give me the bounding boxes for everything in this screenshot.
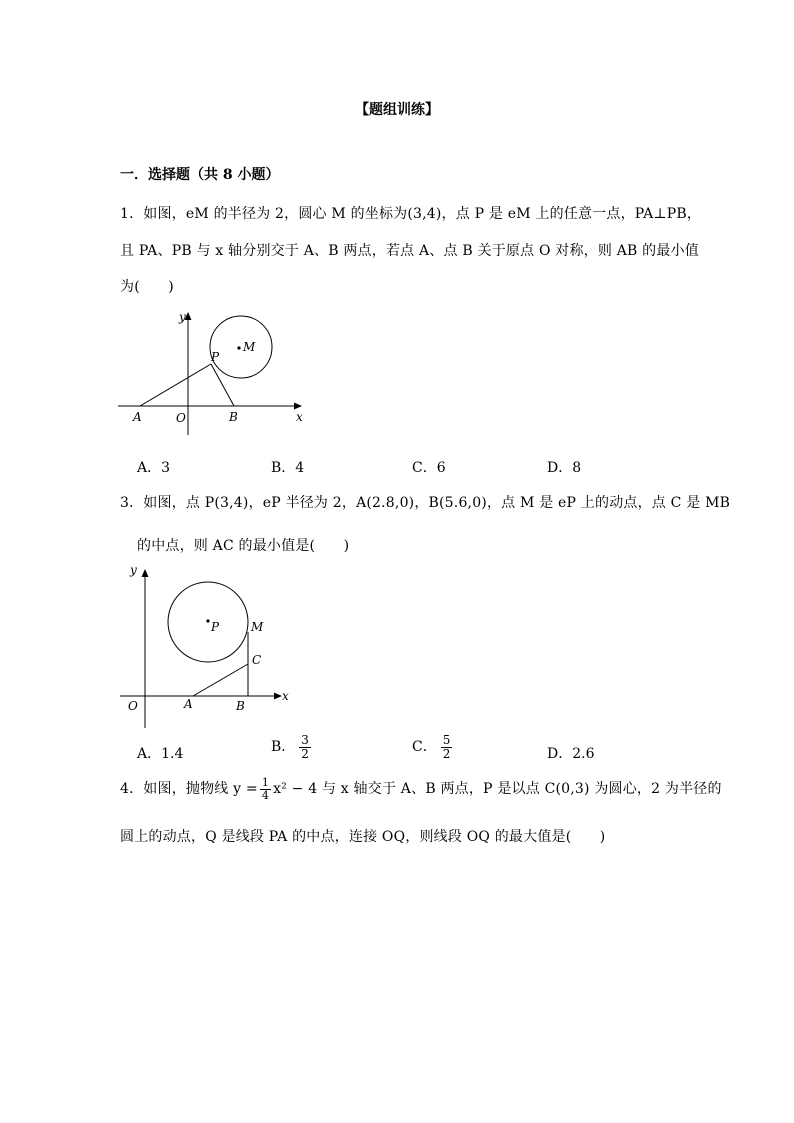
- q1-label-a: A: [133, 410, 142, 424]
- section-heading: 一．选择题（共 8 小题）: [120, 167, 280, 183]
- q4-line-2: 圆上的动点，Q 是线段 PA 的中点，连接 OQ，则线段 OQ 的最大值是( ): [120, 829, 606, 845]
- q1-option-a-value: 3: [161, 460, 171, 476]
- q1-circle-m: [210, 316, 272, 378]
- q1-figure: [110, 305, 320, 430]
- q3-option-c-letter: C．: [412, 739, 437, 756]
- q3-label-m: M: [251, 620, 264, 634]
- q3-option-c[interactable]: [412, 734, 452, 760]
- q3-option-a-letter: A．: [137, 746, 162, 762]
- q1-label-y: y: [179, 310, 186, 324]
- q3-option-b-letter: B．: [271, 739, 296, 756]
- page-title: 【题组训练】: [355, 102, 439, 118]
- q3-option-b-numerator: 3: [301, 733, 309, 747]
- q1-label-p: P: [211, 350, 220, 364]
- q1-option-c-letter: C．: [412, 460, 437, 476]
- q3-center-p-dot: [206, 619, 209, 622]
- q4-fraction-numerator: 1: [261, 776, 270, 789]
- q3-label-c: C: [252, 653, 262, 667]
- q1-x-arrow: [294, 403, 302, 410]
- q3-label-o: O: [128, 699, 138, 713]
- q3-option-b[interactable]: [271, 734, 311, 760]
- q1-option-a[interactable]: [137, 457, 170, 477]
- q3-label-y: y: [130, 563, 137, 577]
- q3-label-x: x: [282, 689, 289, 703]
- q1-figure-svg: [110, 305, 320, 430]
- q3-line-2: 的中点，则 AC 的最小值是( ): [137, 538, 350, 554]
- q1-segment-pa: [140, 364, 211, 406]
- q3-line-1: 3．如图，点 P(3,4)，eP 半径为 2，A(2.8,0)，B(5.6,0)，点 M 是 eP 上的动点，点 C 是 MB: [120, 495, 731, 511]
- q1-label-b: B: [229, 410, 238, 424]
- q1-line-3: 为( ): [120, 279, 174, 295]
- q3-segment-ac: [193, 664, 248, 696]
- q3-figure-svg: [118, 560, 298, 720]
- q1-option-b-value: 4: [295, 460, 305, 476]
- q3-option-c-numerator: 5: [442, 733, 451, 747]
- q3-label-a: A: [184, 697, 193, 711]
- q1-segment-pb: [211, 364, 234, 406]
- q1-label-o: O: [176, 411, 186, 425]
- q1-option-b[interactable]: [271, 457, 304, 477]
- q3-label-p: P: [211, 620, 220, 634]
- q3-option-a-value: 1.4: [161, 746, 184, 762]
- q3-figure: [118, 560, 298, 720]
- q3-option-d[interactable]: [547, 743, 595, 763]
- q4-fraction-denominator: 4: [261, 788, 270, 802]
- q1-center-m-dot: [237, 346, 240, 349]
- q1-line-2: 且 PA、PB 与 x 轴分别交于 A、B 两点，若点 A、点 B 关于原点 O 对称，则 AB 的最小值: [120, 243, 699, 259]
- q3-x-arrow: [274, 693, 282, 700]
- q1-line-1: 1．如图，eM 的半径为 2，圆心 M 的坐标为(3,4)，点 P 是 eM 上的任意一点，PA⊥PB，: [120, 206, 702, 222]
- q3-option-c-denominator: 2: [442, 746, 451, 761]
- q1-option-c[interactable]: [412, 457, 446, 477]
- q3-option-d-value: 2.6: [572, 746, 595, 762]
- q3-y-arrow: [142, 569, 149, 577]
- q3-option-d-letter: D．: [547, 746, 573, 762]
- q1-option-a-letter: A．: [137, 460, 162, 476]
- q1-label-m: M: [243, 340, 256, 354]
- q1-option-d-value: 8: [572, 460, 582, 476]
- q1-option-c-value: 6: [436, 460, 446, 476]
- q4-fraction: [260, 777, 271, 801]
- q4-line-1-prefix: 4．如图，抛物线 y =: [120, 781, 258, 798]
- q1-option-d-letter: D．: [547, 460, 573, 476]
- q1-option-b-letter: B．: [271, 460, 296, 476]
- q4-line-1-suffix: x² − 4 与 x 轴交于 A、B 两点，P 是以点 C(0,3) 为圆心，2 为半径的: [273, 781, 722, 798]
- q3-option-b-fraction: [299, 734, 311, 760]
- q3-option-b-denominator: 2: [301, 746, 309, 761]
- q4-line-1: [120, 777, 722, 801]
- q1-option-d[interactable]: [547, 457, 581, 477]
- q3-option-a[interactable]: [137, 743, 183, 763]
- q3-option-c-fraction: [441, 734, 453, 760]
- q3-label-b: B: [236, 699, 245, 713]
- q1-label-x: x: [296, 410, 303, 424]
